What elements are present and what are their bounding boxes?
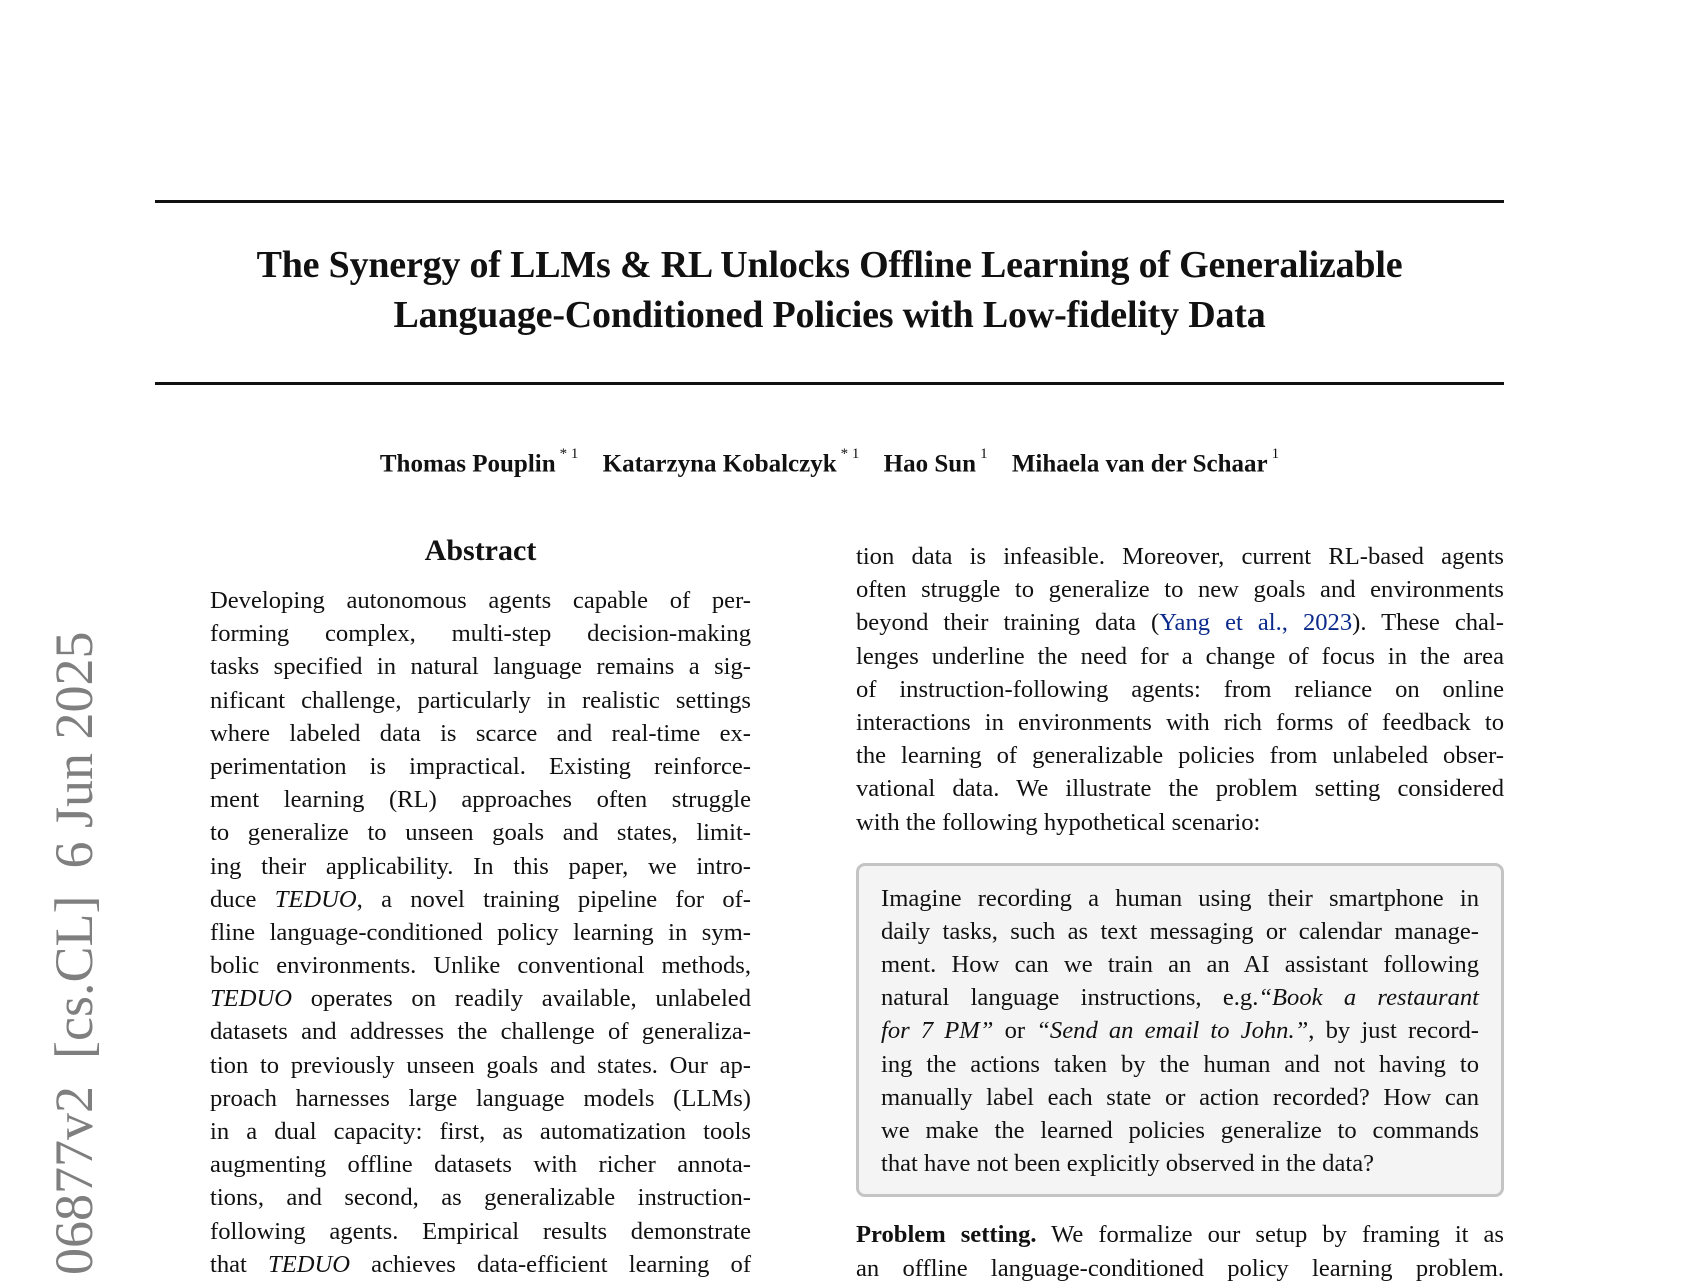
author: Mihaela van der Schaar $^1$ — [1011, 446, 1280, 478]
abstract-heading: Abstract — [424, 534, 537, 567]
scenario-text — [881, 882, 1479, 1181]
callout-line: manually label each state or action recorded? How can — [881, 1083, 1479, 1111]
method-name: TEDUO — [274, 885, 357, 913]
callout-line: we make the learned policies generalize to commands — [881, 1117, 1479, 1144]
abstract-line: where labeled data is scarce and real-time ex- — [210, 719, 751, 747]
abstract-line: nificant challenge, particularly in realistic settings — [210, 686, 751, 714]
callout-line: ing the actions taken by the human and not having to — [881, 1050, 1479, 1078]
title-top-rule — [155, 200, 1504, 203]
author-affiliation: 1 — [1271, 446, 1280, 462]
callout-line: natural language instructions, e.g.“Book a restaurant — [881, 984, 1479, 1012]
abstract-column — [210, 533, 751, 1281]
abstract-line: in a dual capacity: first, as automatization tools — [210, 1118, 751, 1145]
abstract-line: following agents. Empirical results demonstrate — [210, 1217, 751, 1245]
abstract-line: that TEDUO achieves data-efficient learning of — [210, 1250, 752, 1278]
abstract-line: tasks specified in natural language remains a sig- — [210, 653, 751, 681]
author-affiliation: * 1 — [840, 446, 860, 462]
intro-paragraph — [856, 540, 1504, 839]
example-instruction: “Book a restaurant — [1258, 984, 1479, 1012]
paper-title — [155, 240, 1504, 340]
author: Katarzyna Kobalczyk $^{* 1}$ — [602, 446, 860, 478]
author-affiliation: * 1 — [559, 446, 579, 462]
abstract-line: perimentation is impractical. Existing reinforce- — [210, 752, 751, 780]
problem-setting-label: Problem setting. — [856, 1221, 1037, 1249]
abstract-line: tions, and second, as generalizable instruction- — [210, 1184, 751, 1212]
body-line: often struggle to generalize to new goals and environments — [856, 576, 1504, 604]
intro-column — [856, 540, 1504, 1285]
abstract-line: augmenting offline datasets with richer annota- — [210, 1151, 751, 1179]
body-line: of instruction-following agents: from reliance on online — [856, 675, 1504, 703]
callout-line: daily tasks, such as text messaging or calendar manage- — [881, 917, 1479, 945]
title-bottom-rule — [155, 382, 1504, 385]
arxiv-stamp: 06877v2 [cs.CL] 6 Jun 2025 — [44, 631, 104, 1275]
body-line: with the following hypothetical scenario: — [856, 808, 1261, 836]
scenario-callout-box — [856, 863, 1504, 1198]
abstract-line: duce TEDUO, a novel training pipeline for of- — [210, 885, 751, 913]
title-line-2: Language-Conditioned Policies with Low-fidelity Data — [393, 294, 1266, 336]
method-name: TEDUO — [210, 985, 292, 1013]
abstract-line: fline language-conditioned policy learning in sym- — [210, 918, 751, 946]
body-line: tion data is infeasible. Moreover, current RL-based agents — [856, 543, 1504, 570]
abstract-line: TEDUO operates on readily available, unlabeled — [210, 985, 751, 1013]
body-line: lenges underline the need for a change of focus in the area — [856, 642, 1504, 670]
abstract-line: tion to previously unseen goals and states. Our ap- — [210, 1051, 751, 1079]
abstract-line: to generalize to unseen goals and states, limit- — [210, 819, 751, 847]
example-instruction: “Send an email to John.” — [1036, 1017, 1309, 1045]
example-instruction: for 7 PM” — [881, 1017, 994, 1045]
abstract-line: proach harnesses large language models (LLMs) — [210, 1084, 751, 1112]
abstract-line: bolic environments. Unlike conventional methods, — [210, 952, 751, 980]
callout-line: that have not been explicitly observed in the data? — [881, 1150, 1375, 1178]
method-name: TEDUO — [268, 1250, 351, 1278]
abstract-line: ing their applicability. In this paper, we intro- — [210, 852, 751, 880]
abstract-line: forming complex, multi-step decision-making — [210, 620, 751, 648]
abstract-line: ment learning (RL) approaches often struggle — [210, 786, 751, 814]
body-line: the learning of generalizable policies from unlabeled obser- — [856, 742, 1504, 770]
callout-line: Imagine recording a human using their smartphone in — [881, 884, 1479, 912]
author: Thomas Pouplin $^{* 1}$ — [379, 446, 579, 478]
callout-line: ment. How can we train an an AI assistant following — [881, 951, 1479, 979]
citation-link[interactable]: Yang et al., 2023 — [1159, 609, 1353, 637]
author: Hao Sun $^1$ — [883, 446, 988, 478]
author-affiliation: 1 — [980, 446, 988, 462]
body-line: an offline language-conditioned policy learning problem. — [856, 1254, 1504, 1282]
callout-line: for 7 PM” or “Send an email to John.”, by just record- — [881, 1017, 1479, 1045]
title-line-1: The Synergy of LLMs & RL Unlocks Offline Learning of Generalizable — [256, 244, 1403, 286]
abstract-body — [210, 584, 751, 1281]
abstract-line: Developing autonomous agents capable of per- — [210, 587, 751, 614]
body-line: beyond their training data (Yang et al., 2023). These chal- — [856, 609, 1504, 637]
abstract-line: datasets and addresses the challenge of generaliza- — [210, 1018, 751, 1046]
body-line: vational data. We illustrate the problem setting considered — [856, 775, 1504, 803]
author-list — [155, 441, 1504, 481]
body-line: Problem setting. We formalize our setup by framing it as — [856, 1221, 1504, 1249]
body-line: interactions in environments with rich forms of feedback to — [856, 708, 1504, 736]
